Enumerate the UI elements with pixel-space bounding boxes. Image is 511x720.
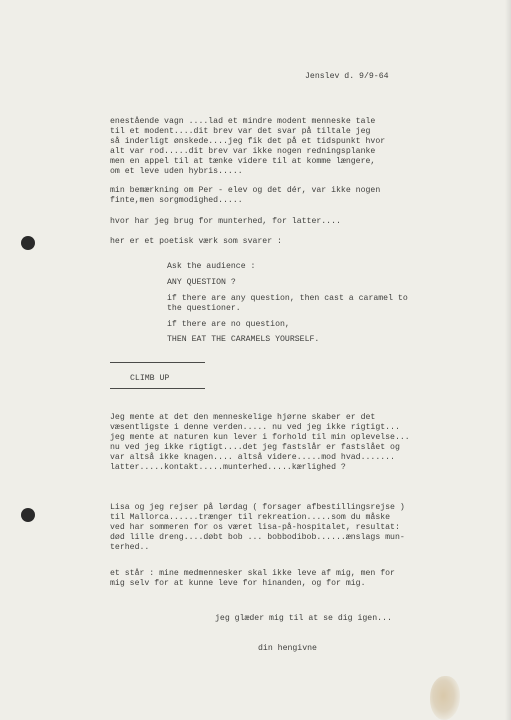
divider-bottom (110, 388, 205, 389)
divider-top (110, 362, 205, 363)
paragraph-line: til Mallorca......trænger til rekreation.....som du måske (110, 513, 391, 522)
poem-line: Ask the audience : (167, 262, 256, 271)
poem-line: if there are any question, then cast a caramel to (167, 294, 408, 303)
signature-line: din hengivne (258, 644, 317, 653)
section-title: CLIMB UP (130, 374, 170, 383)
paragraph-line: Lisa og jeg rejser på lørdag ( forsager afbestillingsrejse ) (110, 503, 405, 512)
paragraph-line: men en appel til at tænke videre til at komme længere, (110, 157, 376, 166)
paragraph-line: død lille dreng....døbt bob ... bobbodibob......ænslags mun- (110, 533, 405, 542)
paragraph-line: så inderligt ønskede....jeg fik det på et tidspunkt hvor (110, 137, 386, 146)
paragraph-line: finte,men sorgmodighed..... (110, 196, 243, 205)
paragraph-line: nu ved jeg ikke rigtigt....det jeg fastslår er fastslået og (110, 443, 400, 452)
paragraph-line: var altså ikke knagen.... altså videre.....mod hvad....... (110, 453, 395, 462)
paragraph-line: jeg mente at naturen kun lever i forhold til min oplevelse... (110, 433, 410, 442)
paragraph-line: latter.....kontakt.....munterhed.....kærlighed ? (110, 463, 346, 472)
paragraph-line: til et modent....dit brev var det svar på tiltale jeg (110, 127, 371, 136)
paragraph-line: et står : mine medmennesker skal ikke leve af mig, men for (110, 569, 395, 578)
paragraph-4: her er et poetisk værk som svarer : (110, 237, 282, 246)
paragraph-line: mig selv for at kunne leve for hinanden, og for mig. (110, 579, 366, 588)
dateline: Jenslev d. 9/9-64 (305, 72, 389, 81)
poem-line: the questioner. (167, 304, 241, 313)
paragraph-line: væsentligste i denne verden..... nu ved jeg ikke rigtigt... (110, 423, 400, 432)
paragraph-3: hvor har jeg brug for munterhed, for latter.... (110, 217, 341, 226)
paragraph-line: min bemærkning om Per - elev og det dér, var ikke nogen (110, 186, 381, 195)
paragraph-line: alt var rod.....dit brev var ikke nogen redningsplanke (110, 147, 376, 156)
poem-line: ANY QUESTION ? (167, 278, 236, 287)
page-edge-shadow (505, 0, 511, 720)
poem-line: THEN EAT THE CARAMELS YOURSELF. (167, 335, 320, 344)
paragraph-line: enestående vagn ....lad et mindre modent menneske tale (110, 117, 376, 126)
paragraph-line: ved har sommeren for os været lisa-på-hospitalet, resultat: (110, 523, 400, 532)
paragraph-line: Jeg mente at det den menneskelige hjørne skaber er det (110, 413, 376, 422)
paragraph-line: terhed.. (110, 543, 150, 552)
poem-line: if there are no question, (167, 320, 290, 329)
paragraph-line: om et leve uden hybris..... (110, 167, 243, 176)
punch-hole-bottom (21, 508, 35, 522)
punch-hole-top (21, 236, 35, 250)
coffee-stain (430, 676, 460, 720)
closing-line: jeg glæder mig til at se dig igen... (215, 614, 392, 623)
